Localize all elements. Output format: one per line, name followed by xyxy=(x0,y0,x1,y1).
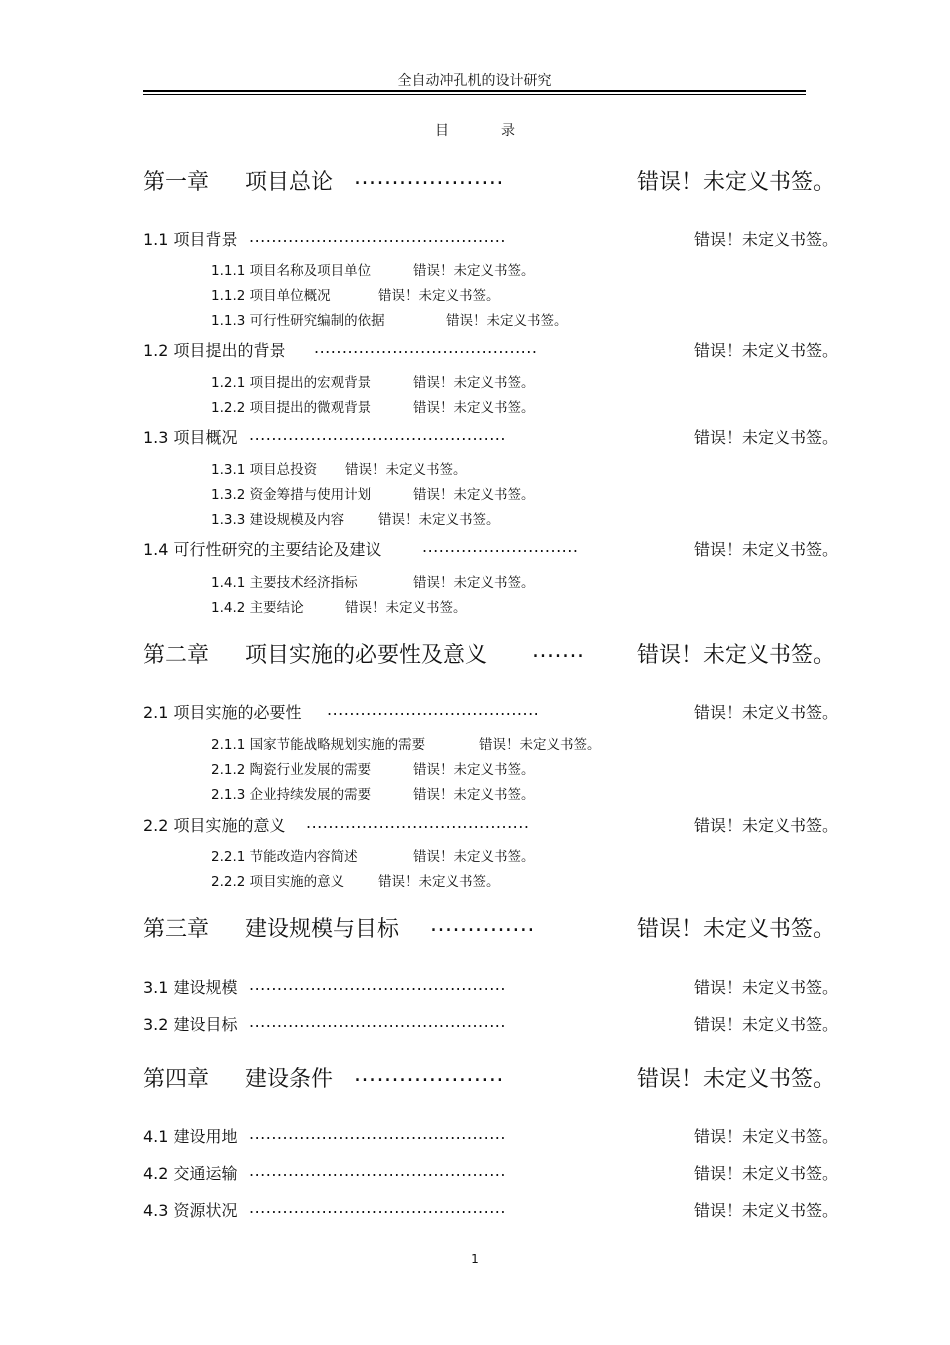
leader-dots: .................... xyxy=(354,165,504,190)
toc-section-1-2[interactable] xyxy=(0,338,950,360)
bookmark-error: 错误！未定义书签。 xyxy=(694,428,839,447)
leader-dots: ............................ xyxy=(422,537,579,556)
leader-dots: ....... xyxy=(532,638,585,663)
subsection-title: 1.2.2 项目提出的微观背景 xyxy=(211,400,372,416)
subsection-title: 2.1.1 国家节能战略规划实施的需要 xyxy=(211,737,426,753)
toc-section-3-1[interactable] xyxy=(0,975,950,997)
section-title: 1.4 可行性研究的主要结论及建议 xyxy=(143,540,382,559)
bookmark-error: 错误！未定义书签。 xyxy=(378,288,500,304)
bookmark-error: 错误！未定义书签。 xyxy=(694,703,839,722)
toc-subsection-1-1-3[interactable] xyxy=(0,309,950,327)
subsection-title: 1.4.2 主要结论 xyxy=(211,600,304,616)
bookmark-error: 错误！未定义书签。 xyxy=(413,787,535,803)
chapter-number: 第三章 xyxy=(143,917,210,942)
leader-dots: ...................................... xyxy=(327,700,540,719)
header-rule-thin xyxy=(143,94,806,95)
toc-section-1-3[interactable] xyxy=(0,425,950,447)
bookmark-error: 错误！未定义书签。 xyxy=(694,1201,839,1220)
bookmark-error: 错误！未定义书签。 xyxy=(446,313,568,329)
chapter-title: 建设规模与目标 xyxy=(245,917,400,942)
bookmark-error: 错误！未定义书签。 xyxy=(694,1164,839,1183)
subsection-title: 2.1.3 企业持续发展的需要 xyxy=(211,787,372,803)
bookmark-error: 错误！未定义书签。 xyxy=(345,600,467,616)
leader-dots: .............................................. xyxy=(249,975,506,994)
subsection-title: 1.4.1 主要技术经济指标 xyxy=(211,575,358,591)
subsection-title: 2.2.2 项目实施的意义 xyxy=(211,874,345,890)
chapter-title: 项目总论 xyxy=(245,170,334,195)
toc-section-3-2[interactable] xyxy=(0,1012,950,1034)
subsection-title: 1.3.2 资金筹措与使用计划 xyxy=(211,487,372,503)
section-title: 3.2 建设目标 xyxy=(143,1015,238,1034)
toc-subsection-2-1-3[interactable] xyxy=(0,783,950,801)
toc-section-1-1[interactable] xyxy=(0,227,950,249)
leader-dots: .............................................. xyxy=(249,425,506,444)
toc-chapter-1[interactable] xyxy=(0,165,950,195)
bookmark-error: 错误！未定义书签。 xyxy=(694,1015,839,1034)
subsection-title: 1.3.3 建设规模及内容 xyxy=(211,512,345,528)
toc-subsection-2-1-1[interactable] xyxy=(0,733,950,751)
toc-subsection-1-2-1[interactable] xyxy=(0,371,950,389)
toc-section-1-4[interactable] xyxy=(0,537,950,559)
subsection-title: 1.1.2 项目单位概况 xyxy=(211,288,331,304)
toc-chapter-4[interactable] xyxy=(0,1062,950,1092)
toc-chapter-2[interactable] xyxy=(0,638,950,668)
header-rule-thick xyxy=(143,90,806,92)
bookmark-error: 错误！未定义书签。 xyxy=(637,917,836,942)
bookmark-error: 错误！未定义书签。 xyxy=(479,737,601,753)
bookmark-error: 错误！未定义书签。 xyxy=(378,874,500,890)
bookmark-error: 错误！未定义书签。 xyxy=(413,575,535,591)
toc-subsection-1-3-2[interactable] xyxy=(0,483,950,501)
bookmark-error: 错误！未定义书签。 xyxy=(637,643,836,668)
bookmark-error: 错误！未定义书签。 xyxy=(637,1067,836,1092)
bookmark-error: 错误！未定义书签。 xyxy=(637,170,836,195)
subsection-title: 1.2.1 项目提出的宏观背景 xyxy=(211,375,372,391)
bookmark-error: 错误！未定义书签。 xyxy=(413,762,535,778)
toc-section-4-2[interactable] xyxy=(0,1161,950,1183)
page-number: 1 xyxy=(471,1252,479,1266)
bookmark-error: 错误！未定义书签。 xyxy=(413,849,535,865)
leader-dots: .............................................. xyxy=(249,1012,506,1031)
toc-subsection-2-2-2[interactable] xyxy=(0,870,950,888)
toc-title: 目录 xyxy=(435,123,567,139)
section-title: 1.2 项目提出的背景 xyxy=(143,341,286,360)
bookmark-error: 错误！未定义书签。 xyxy=(345,462,467,478)
section-title: 3.1 建设规模 xyxy=(143,978,238,997)
section-title: 4.3 资源状况 xyxy=(143,1201,238,1220)
bookmark-error: 错误！未定义书签。 xyxy=(694,540,839,559)
toc-subsection-1-4-2[interactable] xyxy=(0,596,950,614)
toc-section-4-3[interactable] xyxy=(0,1198,950,1220)
section-title: 2.1 项目实施的必要性 xyxy=(143,703,302,722)
bookmark-error: 错误！未定义书签。 xyxy=(694,230,839,249)
toc-section-2-2[interactable] xyxy=(0,813,950,835)
leader-dots: .............................................. xyxy=(249,227,506,246)
toc-subsection-1-2-2[interactable] xyxy=(0,396,950,414)
section-title: 4.1 建设用地 xyxy=(143,1127,238,1146)
chapter-number: 第四章 xyxy=(143,1067,210,1092)
bookmark-error: 错误！未定义书签。 xyxy=(694,1127,839,1146)
bookmark-error: 错误！未定义书签。 xyxy=(694,978,839,997)
subsection-title: 2.1.2 陶瓷行业发展的需要 xyxy=(211,762,372,778)
bookmark-error: 错误！未定义书签。 xyxy=(694,341,839,360)
toc-subsection-1-1-2[interactable] xyxy=(0,284,950,302)
leader-dots: .............. xyxy=(430,912,535,937)
toc-subsection-1-3-3[interactable] xyxy=(0,508,950,526)
chapter-title: 项目实施的必要性及意义 xyxy=(245,643,488,668)
toc-section-4-1[interactable] xyxy=(0,1124,950,1146)
bookmark-error: 错误！未定义书签。 xyxy=(413,263,535,279)
leader-dots: .............................................. xyxy=(249,1161,506,1180)
bookmark-error: 错误！未定义书签。 xyxy=(413,400,535,416)
page-header-title: 全自动冲孔机的设计研究 xyxy=(397,73,552,89)
bookmark-error: 错误！未定义书签。 xyxy=(694,816,839,835)
toc-subsection-2-2-1[interactable] xyxy=(0,845,950,863)
toc-chapter-3[interactable] xyxy=(0,912,950,942)
leader-dots: ........................................ xyxy=(306,813,530,832)
subsection-title: 1.1.3 可行性研究编制的依据 xyxy=(211,313,385,329)
section-title: 1.3 项目概况 xyxy=(143,428,238,447)
section-title: 4.2 交通运输 xyxy=(143,1164,238,1183)
subsection-title: 1.1.1 项目名称及项目单位 xyxy=(211,263,372,279)
chapter-number: 第二章 xyxy=(143,643,210,668)
leader-dots: .............................................. xyxy=(249,1198,506,1217)
toc-subsection-1-3-1[interactable] xyxy=(0,458,950,476)
bookmark-error: 错误！未定义书签。 xyxy=(413,487,535,503)
section-title: 2.2 项目实施的意义 xyxy=(143,816,286,835)
leader-dots: .................... xyxy=(354,1062,504,1087)
chapter-number: 第一章 xyxy=(143,170,210,195)
leader-dots: ........................................ xyxy=(314,338,538,357)
subsection-title: 1.3.1 项目总投资 xyxy=(211,462,318,478)
leader-dots: .............................................. xyxy=(249,1124,506,1143)
subsection-title: 2.2.1 节能改造内容简述 xyxy=(211,849,358,865)
chapter-title: 建设条件 xyxy=(245,1067,334,1092)
bookmark-error: 错误！未定义书签。 xyxy=(378,512,500,528)
toc-subsection-1-4-1[interactable] xyxy=(0,571,950,589)
toc-subsection-2-1-2[interactable] xyxy=(0,758,950,776)
section-title: 1.1 项目背景 xyxy=(143,230,238,249)
toc-subsection-1-1-1[interactable] xyxy=(0,259,950,277)
bookmark-error: 错误！未定义书签。 xyxy=(413,375,535,391)
toc-section-2-1[interactable] xyxy=(0,700,950,722)
